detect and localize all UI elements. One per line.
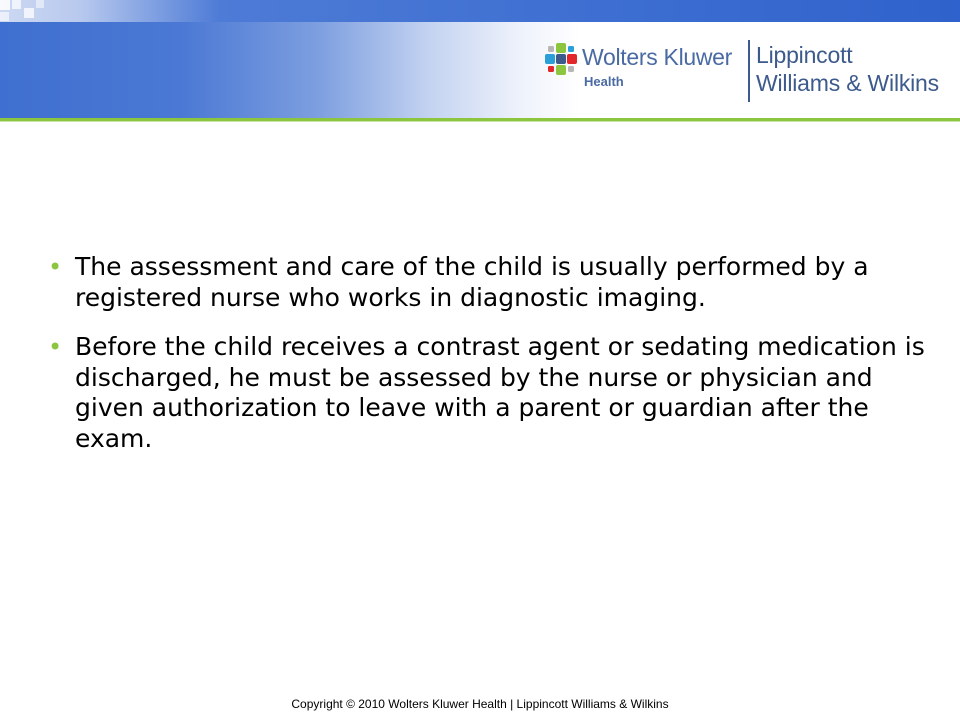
bullet-dot-icon: • [48,253,63,281]
decor-square [0,0,10,10]
decor-square [36,0,44,8]
wolters-kluwer-logo-icon [544,42,578,76]
header-divider-shadow [0,121,960,122]
bullet-dot-icon: • [48,333,63,361]
header-strip [0,0,960,22]
company-name: Wolters Kluwer [582,44,733,70]
company-division: Health [584,74,624,89]
bullet-list [48,252,928,473]
decor-square [0,12,9,21]
footer [0,697,960,711]
imprint-name-line1: Lippincott [756,42,853,68]
decor-square [12,0,21,9]
imprint-name-line2: Williams & Wilkins [756,70,939,96]
logo-divider [748,40,750,102]
bullet-text: The assessment and care of the child is usually performed by a registered nurse who works in diagnostic imaging. [75,252,869,312]
bullet-item [48,252,928,313]
bullet-text: Before the child receives a contrast agent or sedating medication is discharged, he must be assessed by the nurse or physician and given authorization to leave with a parent or guardian after the exam. [75,332,925,453]
decor-square [24,8,34,18]
bullet-item [48,332,928,454]
publisher-logo [542,40,957,106]
copyright-text: Copyright © 2010 Wolters Kluwer Health | Lippincott Williams & Wilkins [291,697,669,711]
